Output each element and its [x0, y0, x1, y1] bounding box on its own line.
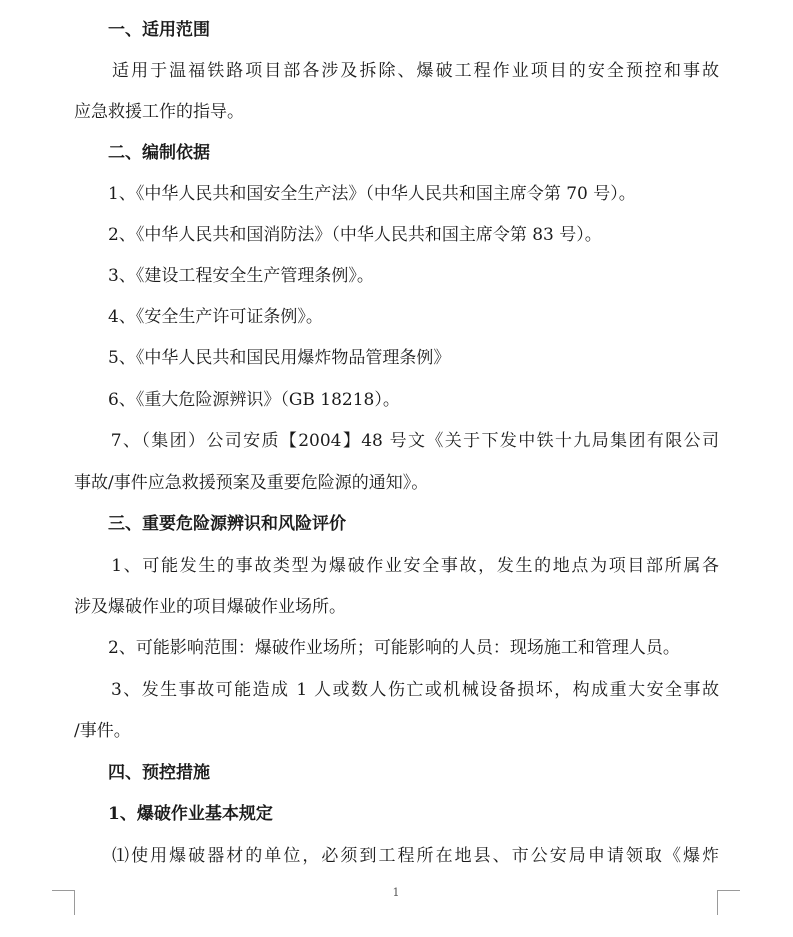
list-item-continuation: 事故/事件应急救援预案及重要危险源的通知》。: [74, 473, 429, 493]
crop-mark-right: [717, 890, 740, 915]
crop-mark-left: [52, 890, 75, 915]
section-heading-prevention: 四、预控措施: [74, 763, 210, 783]
paragraph-line: 应急救援工作的指导。: [74, 102, 244, 122]
paragraph-line: 2、可能影响范围：爆破作业场所；可能影响的人员：现场施工和管理人员。: [74, 638, 680, 658]
list-item: 6、《重大危险源辨识》（GB 18218）。: [74, 390, 400, 410]
paragraph-line: 3、发生事故可能造成 1 人或数人伤亡或机械设备损坏，构成重大安全事故: [74, 680, 719, 700]
paragraph-line: 涉及爆破作业的项目爆破作业场所。: [74, 597, 346, 617]
list-item: 1、《中华人民共和国安全生产法》（中华人民共和国主席令第 70 号）。: [74, 184, 636, 204]
section-heading-hazard: 三、重要危险源辨识和风险评价: [74, 514, 346, 534]
section-heading-scope: 一、适用范围: [74, 20, 210, 40]
subsection-heading-blasting: 1、爆破作业基本规定: [74, 804, 273, 824]
list-item: 2、《中华人民共和国消防法》（中华人民共和国主席令第 83 号）。: [74, 225, 602, 245]
section-heading-basis: 二、编制依据: [74, 143, 210, 163]
page-number: 1: [392, 886, 400, 899]
paragraph-line: /事件。: [74, 721, 131, 741]
list-item: 7、（集团）公司安质【2004】48 号文《关于下发中铁十九局集团有限公司: [74, 431, 719, 451]
list-item: 4、《安全生产许可证条例》。: [74, 307, 323, 327]
paragraph-line: 1、可能发生的事故类型为爆破作业安全事故，发生的地点为项目部所属各: [74, 556, 719, 576]
paragraph-line: ⑴使用爆破器材的单位，必须到工程所在地县、市公安局申请领取《爆炸: [74, 846, 719, 866]
list-item: 5、《中华人民共和国民用爆炸物品管理条例》: [74, 348, 451, 368]
paragraph-line: 适用于温福铁路项目部各涉及拆除、爆破工程作业项目的安全预控和事故: [74, 61, 719, 81]
list-item: 3、《建设工程安全生产管理条例》。: [74, 266, 374, 286]
